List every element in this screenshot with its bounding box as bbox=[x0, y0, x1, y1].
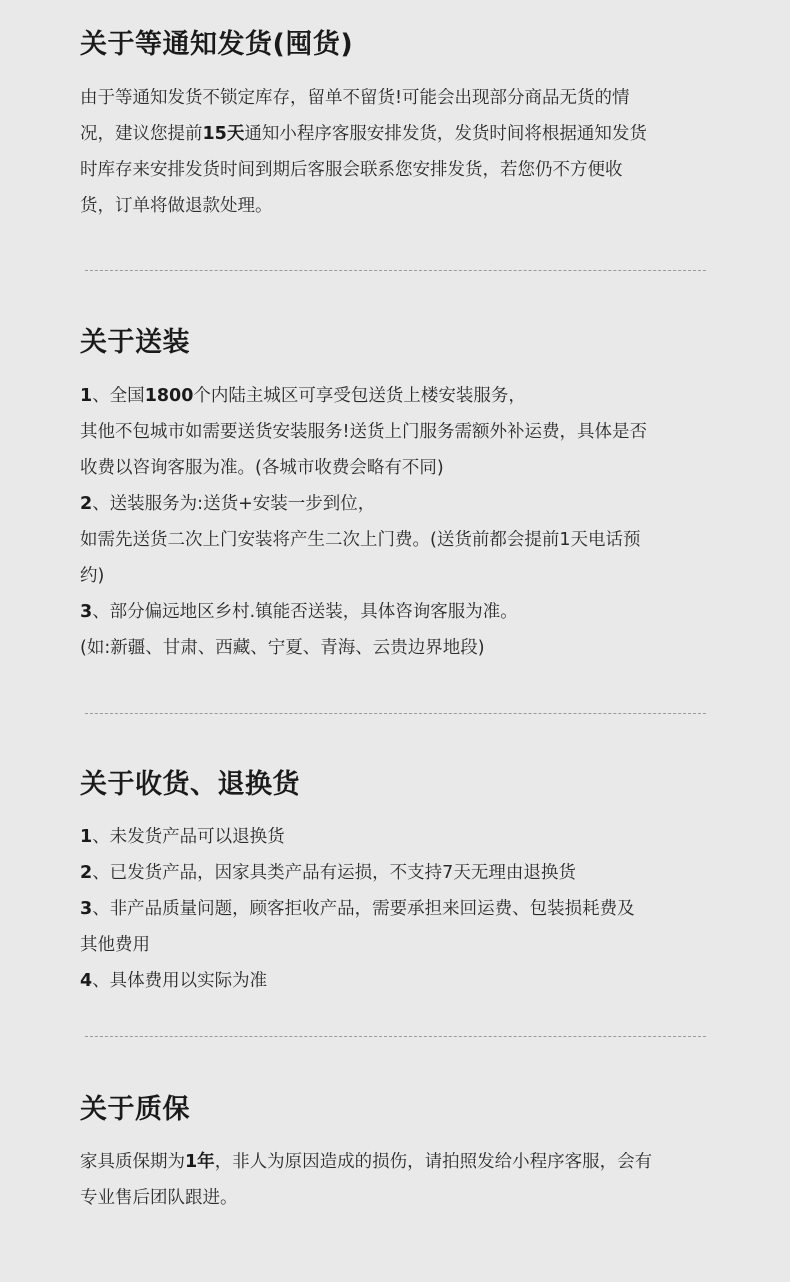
section-body bbox=[80, 378, 720, 666]
text-run: 专业售后团队跟进。 bbox=[80, 1188, 238, 1208]
text-line bbox=[80, 116, 720, 152]
text-run: 约) bbox=[80, 566, 105, 586]
highlight-days: 15天 bbox=[202, 124, 245, 144]
text-run: 、部分偏远地区乡村.镇能否送装，具体咨询客服为准。 bbox=[92, 602, 518, 622]
list-item bbox=[80, 594, 720, 630]
text-run: 如需先送货二次上门安装将产生二次上门费。(送货前都会提前1天电话预 bbox=[80, 530, 641, 550]
list-item bbox=[80, 819, 720, 855]
text-run: 由于等通知发货不锁定库存，留单不留货!可能会出现部分商品无货的情 bbox=[80, 88, 630, 108]
section-divider bbox=[85, 1036, 706, 1037]
text-line bbox=[80, 1144, 720, 1180]
section-title: 关于送装 bbox=[80, 327, 190, 358]
text-line bbox=[80, 450, 720, 486]
text-run: 、已发货产品，因家具类产品有运损，不支持7天无理由退换货 bbox=[92, 863, 576, 883]
list-number: 3 bbox=[80, 602, 93, 622]
text-run: 个内陆主城区可享受包送货上楼安装服务， bbox=[193, 386, 526, 406]
section-body bbox=[80, 819, 720, 999]
text-run: 其他费用 bbox=[80, 935, 150, 955]
text-line bbox=[80, 558, 720, 594]
section-title: 关于收货、退换货 bbox=[80, 769, 300, 800]
list-item bbox=[80, 378, 720, 414]
list-number: 1 bbox=[80, 827, 93, 847]
list-number: 4 bbox=[80, 971, 93, 991]
section-divider bbox=[85, 713, 706, 714]
text-line bbox=[80, 80, 720, 116]
text-run: 、具体费用以实际为准 bbox=[92, 971, 268, 991]
text-line bbox=[80, 414, 720, 450]
text-run: 其他不包城市如需要送货安装服务!送货上门服务需额外补运费，具体是否 bbox=[80, 422, 648, 442]
section-body bbox=[80, 80, 720, 224]
list-item bbox=[80, 855, 720, 891]
text-line bbox=[80, 152, 720, 188]
text-line bbox=[80, 522, 720, 558]
text-run: (如:新疆、甘肃、西藏、宁夏、青海、云贵边界地段) bbox=[80, 638, 485, 658]
section-divider bbox=[85, 270, 706, 271]
text-run: 通知小程序客服安排发货，发货时间将根据通知发货 bbox=[244, 124, 647, 144]
list-number: 2 bbox=[80, 863, 93, 883]
text-run: 收费以咨询客服为准。(各城市收费会略有不同) bbox=[80, 458, 444, 478]
text-run: 货，订单将做退款处理。 bbox=[80, 196, 273, 216]
text-run: 、送装服务为:送货+安装一步到位， bbox=[92, 494, 376, 514]
text-run: ，非人为原因造成的损伤，请拍照发给小程序客服，会有 bbox=[214, 1152, 653, 1172]
section-body bbox=[80, 1144, 720, 1216]
text-line bbox=[80, 1180, 720, 1216]
highlight-count: 1800 bbox=[144, 386, 194, 406]
list-item bbox=[80, 963, 720, 999]
list-number: 1 bbox=[80, 386, 93, 406]
text-line bbox=[80, 630, 720, 666]
text-line bbox=[80, 188, 720, 224]
highlight-warranty-period: 1年 bbox=[185, 1152, 215, 1172]
text-line bbox=[80, 927, 720, 963]
text-run: 、全国 bbox=[92, 386, 145, 406]
text-run: 家具质保期为 bbox=[80, 1152, 185, 1172]
section-title: 关于等通知发货(囤货) bbox=[80, 29, 354, 60]
list-item bbox=[80, 486, 720, 522]
section-title: 关于质保 bbox=[80, 1094, 190, 1125]
list-item bbox=[80, 891, 720, 927]
text-run: 、未发货产品可以退换货 bbox=[92, 827, 285, 847]
list-number: 3 bbox=[80, 899, 93, 919]
text-run: 况，建议您提前 bbox=[80, 124, 203, 144]
text-run: 、非产品质量问题，顾客拒收产品，需要承担来回运费、包装损耗费及 bbox=[92, 899, 635, 919]
text-run: 时库存来安排发货时间到期后客服会联系您安排发货，若您仍不方便收 bbox=[80, 160, 623, 180]
list-number: 2 bbox=[80, 494, 93, 514]
